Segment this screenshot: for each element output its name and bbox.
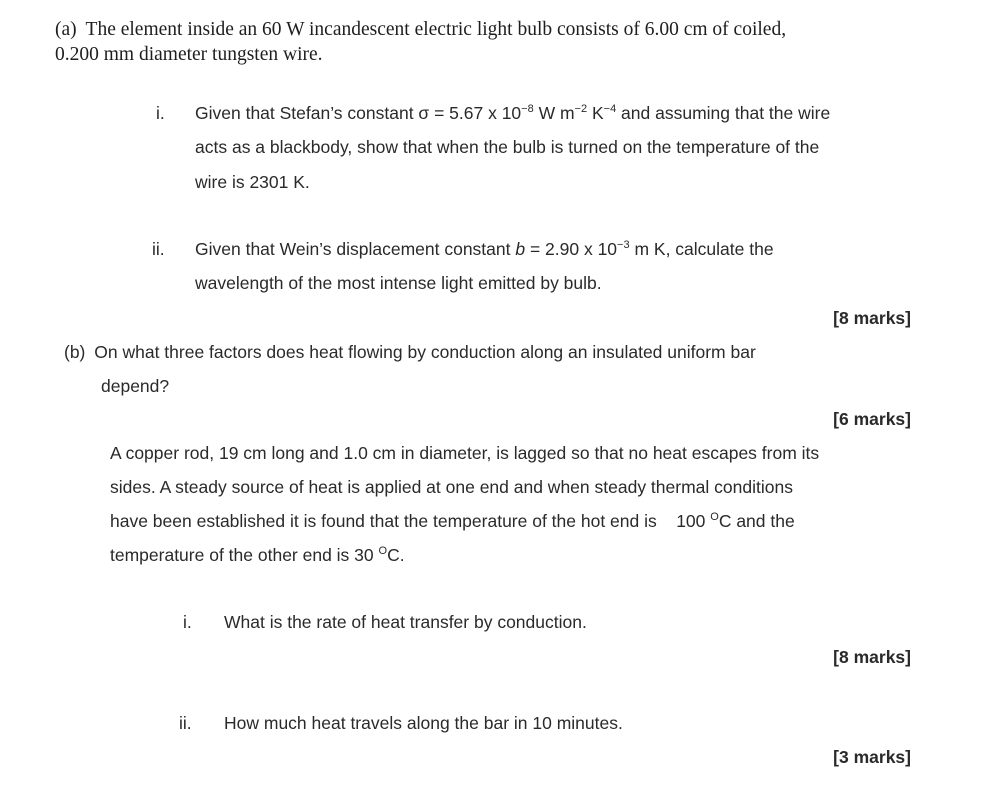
- rod-ii-marks: [3 marks]: [833, 747, 911, 767]
- degree-symbol: O: [378, 545, 388, 557]
- part-a-i-line-1: [195, 103, 830, 124]
- exponent: −3: [617, 239, 630, 251]
- exponent: −2: [574, 103, 588, 115]
- part-a-label: (a): [55, 19, 77, 40]
- wein-text-end: m K, calculate the: [629, 239, 774, 259]
- part-b-line-1: [64, 342, 756, 363]
- part-a-i-line-3: wire is 2301 K.: [195, 172, 310, 192]
- part-a-ii-line-2: wavelength of the most intense light emitted by bulb.: [195, 273, 602, 293]
- cold-end-text: temperature of the other end is 30: [110, 545, 379, 565]
- unit-text: W m: [533, 103, 575, 123]
- stefan-text: Given that Stefan’s constant σ = 5.67 x 10: [195, 103, 522, 123]
- rod-i-numeral: i.: [183, 612, 192, 632]
- part-a-i-line-2: acts as a blackbody, show that when the bulb is turned on the temperature of the: [195, 137, 820, 157]
- degree-symbol: O: [710, 511, 719, 523]
- part-a-marks: [8 marks]: [833, 308, 911, 328]
- stefan-text-end: and assuming that the wire: [616, 103, 831, 123]
- wein-text: Given that Wein’s displacement constant: [195, 239, 516, 259]
- part-b-line-2: depend?: [101, 376, 170, 396]
- exponent: −4: [603, 103, 617, 115]
- hot-end-text: have been established it is found that the temperature of the hot end is 100: [110, 511, 711, 531]
- part-a-i-numeral: i.: [156, 103, 165, 123]
- hot-end-unit: C and the: [718, 511, 795, 531]
- exponent: −8: [521, 103, 534, 115]
- rod-line-2: sides. A steady source of heat is applied at one end and when steady thermal conditions: [110, 477, 793, 497]
- rod-ii-numeral: ii.: [179, 713, 192, 733]
- rod-ii-text: How much heat travels along the bar in 10 minutes.: [224, 713, 623, 733]
- part-a-ii-numeral: ii.: [152, 239, 165, 259]
- part-a-text-1: The element inside an 60 W incandescent electric light bulb consists of 6.00 cm of coiled,: [85, 19, 787, 40]
- part-b-label: (b): [64, 342, 86, 362]
- part-b-text-1: On what three factors does heat flowing by conduction along an insulated uniform bar: [94, 342, 756, 362]
- part-a-line-2: 0.200 mm diameter tungsten wire.: [55, 44, 323, 65]
- rod-line-4: [110, 545, 405, 566]
- rod-i-text: What is the rate of heat transfer by conduction.: [224, 612, 587, 632]
- part-b-marks: [6 marks]: [833, 409, 911, 429]
- rod-line-1: A copper rod, 19 cm long and 1.0 cm in diameter, is lagged so that no heat escapes from its: [110, 443, 820, 463]
- b-symbol: b: [515, 239, 526, 259]
- rod-i-marks: [8 marks]: [833, 647, 911, 667]
- rod-line-3: [110, 511, 795, 532]
- unit-text: K: [587, 103, 604, 123]
- wein-value: = 2.90 x 10: [525, 239, 618, 259]
- part-a-ii-line-1: [195, 239, 774, 260]
- cold-end-unit: C.: [387, 545, 405, 565]
- part-a-line-1: [55, 18, 786, 42]
